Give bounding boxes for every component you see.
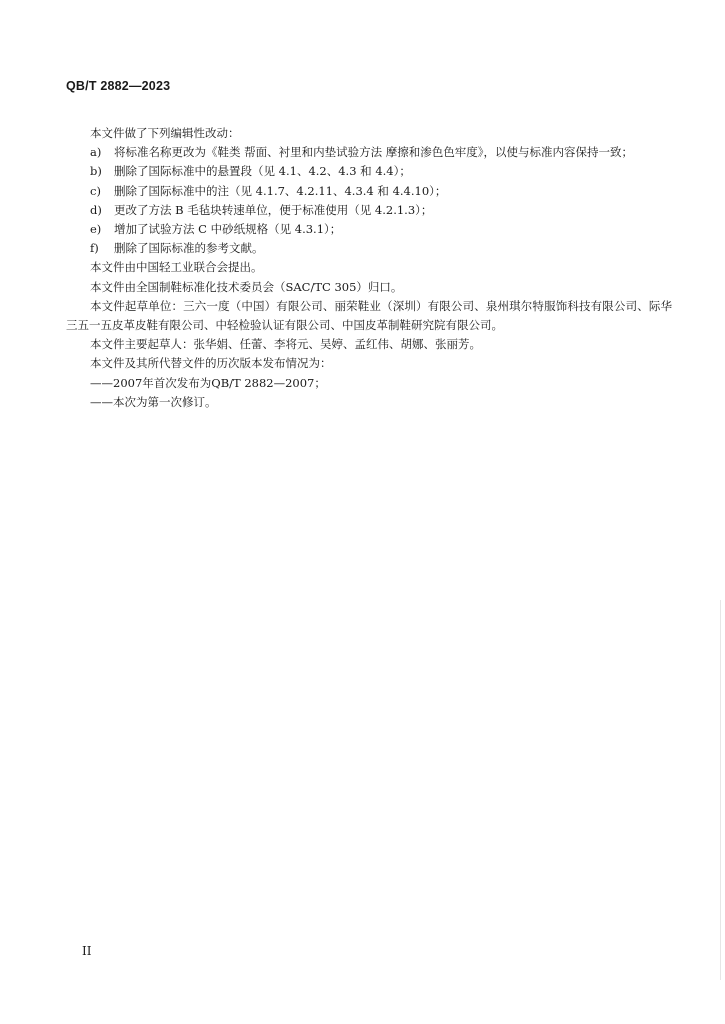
foreword-body: [66, 124, 672, 412]
scan-edge-divider: [720, 600, 721, 980]
drafting-units: 本文件起草单位：三六一度（中国）有限公司、丽荣鞋业（深圳）有限公司、泉州琪尔特服饰科技有限公司、际华三五一五皮革皮鞋有限公司、中轻检验认证有限公司、中国皮革制鞋研究院有限公司。: [66, 298, 672, 333]
change-item-e: [66, 220, 672, 239]
item-marker: f): [90, 241, 99, 256]
page-number: II: [82, 944, 92, 958]
item-marker: e): [90, 222, 102, 237]
item-marker: c): [90, 183, 101, 198]
standard-code: QB/T 2882—2023: [66, 79, 171, 93]
item-text: 将标准名称更改为《鞋类 帮面、衬里和内垫试验方法 摩擦和渗色色牢度》，以使与标准内容保持一致；: [114, 145, 634, 160]
history-item: ——本次为第一次修订。: [90, 394, 217, 409]
item-text: 更改了方法 B 毛毡块转速单位，便于标准使用（见 4.2.1.3）；: [114, 202, 433, 217]
item-marker: a): [90, 145, 102, 160]
item-text: 删除了国际标准的参考文献。: [114, 241, 264, 256]
change-item-d: [66, 201, 672, 220]
drafters: 本文件主要起草人：张华娟、任蕾、李将元、吴婷、孟红伟、胡娜、张丽芳。: [90, 337, 481, 352]
managed-by: 本文件由全国制鞋标准化技术委员会（SAC/TC 305）归口。: [90, 279, 403, 294]
proposed-by: 本文件由中国轻工业联合会提出。: [90, 260, 263, 275]
item-text: 删除了国际标准中的注（见 4.1.7、4.2.11、4.3.4 和 4.4.10）；: [114, 183, 447, 198]
item-text: 增加了试验方法 C 中砂纸规格（见 4.3.1）；: [114, 222, 342, 237]
change-item-a: [66, 143, 672, 162]
change-item-c: [66, 182, 672, 201]
change-item-b: [66, 162, 672, 181]
changes-intro: 本文件做了下列编辑性改动：: [90, 126, 240, 140]
item-text: 删除了国际标准中的悬置段（见 4.1、4.2、4.3 和 4.4）；: [114, 164, 411, 179]
history-intro: 本文件及其所代替文件的历次版本发布情况为：: [90, 356, 332, 371]
change-item-f: [66, 239, 672, 258]
item-marker: b): [90, 164, 102, 179]
history-item: ——2007年首次发布为QB/T 2882—2007；: [90, 375, 326, 390]
item-marker: d): [90, 202, 102, 217]
